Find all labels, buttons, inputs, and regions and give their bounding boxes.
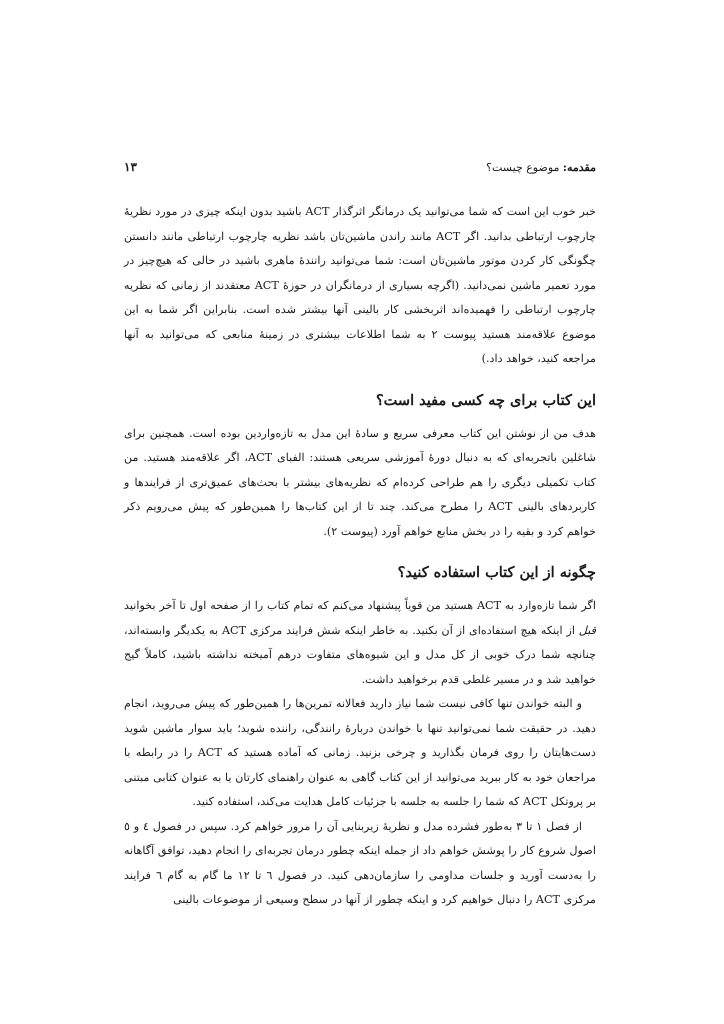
section-heading-usage: چگونه از این کتاب استفاده کنید؟ <box>397 564 596 581</box>
intro-paragraph: خبر خوب این است که شما می‌توانید یک درمانگر اثرگذار ACT باشید بدون اینکه چیزی در مورد نظریهٔ چارچوب ارتباطی بدانید. اگر ACT مانند راندن ماشین‌تان باشد نظریه چارچوب ارتباطی مانند دانستن چگونگی کار کردن موتور ماشین‌تان است: شما می‌توانید رانندهٔ ماهری باشید در حالی که هیچ‌چیز در مورد تعمیر ماشین نمی‌دانید. (اگرچه بسیاری از درمانگران در حوزهٔ ACT معتقدند از زمانی که نظریه چارچوب ارتباطی را فهمیده‌اند اثربخشی کار بالینی آنها بیشتر شده است. بنابراین اگر شما به این موضوع علاقه‌مند هستید پیوست ۲ به شما اطلاعات بیشتری در زمینهٔ منابعی که می‌توانید به آنها مراجعه کنید، خواهد داد.) <box>124 205 597 365</box>
audience-paragraph: هدف من از نوشتن این کتاب معرفی سریع و سادهٔ این مدل به تازه‌واردین بوده است. همچنین برای شاغلین باتجربه‌ای که به دنبال دورهٔ آموزشی سریعی هستند: الفبای ACT، اگر علاقه‌مند هستید. من کتاب تکمیلی دیگری را هم طراحی کرده‌ام که نظریه‌های بیشتر با بحث‌های عمیق‌تری از فرایندها و کاربردهای بالینی ACT را مطرح می‌کند. چند تا از این کتاب‌ها را همین‌طور که پیش می‌رویم ذکر خواهم کرد و بقیه را در بخش منابع خواهم آورد (پیوست ۲). <box>124 426 597 538</box>
chapter-title <box>486 161 596 174</box>
chapter-label: مقدمه: <box>562 161 596 174</box>
usage-paragraph-1-end: از اینکه هیچ استفاده‌ای از آن بکنید. به خاطر اینکه شش فرایند مرکزی ACT به یکدیگر وابسته‌اند، چنانچه شما درک خوبی از کل مدل و این شیوه‌های متفاوت درهم آمیخته نداشته باشید، کاملاً گیج خواهید شد و در مسیر غلطی قدم برخواهید داشت. <box>124 623 596 686</box>
usage-paragraph-1-start: اگر شما تازه‌وارد به ACT هستید من قویاً پیشنهاد می‌کنم که تمام کتاب را از صفحه اول تا آخر بخوانید <box>124 599 596 612</box>
usage-paragraph-2: و البته خواندن تنها کافی نیست شما نیاز دارید فعالانه تمرین‌ها را همین‌طور که پیش می‌روید، انجام دهید. در حقیقت شما نمی‌توانید تنها با خواندن دربارهٔ رانندگی، راننده شوید؛ باید سوار ماشین شوید دست‌هایتان را روی فرمان بگذارید و چرخی بزنید. زمانی که آماده هستید که ACT را در رابطه با مراجعان خود به کار ببرید می‌توانید از این کتاب گاهی به عنوان راهنمای کارتان یا به عنوان کتابی مبتنی بر پروتکل ACT که شما را جلسه به جلسه با جزئیات کامل هدایت می‌کند، استفاده کنید. <box>124 697 596 808</box>
section-heading-audience: این کتاب برای چه کسی مفید است؟ <box>375 391 596 409</box>
usage-paragraph-3: از فصل ۱ تا ۳ به‌طور فشرده مدل و نظریهٔ زیربنایی آن را مرور خواهم کرد. سپس در فصول ٤ و ٥ اصول شروع کار را پوشش خواهم داد از جمله اینکه چطور درمان تجربه‌ای را انجام دهید، توافق آگاهانه را به‌دست آورید و جلسات مداومی را سازمان‌دهی کنید. در فصول ٦ تا ١٢ ما گام به گام ٦ فرایند مرکزی ACT را دنبال خواهیم کرد و اینکه چطور از آنها در سطح وسیعی از موضوعات بالینی <box>124 819 596 906</box>
running-header <box>124 160 596 182</box>
chapter-subtitle: موضوع چیست؟ <box>486 161 560 174</box>
emphasis-before: قبل <box>578 623 596 637</box>
usage-paragraph-1 <box>124 594 596 692</box>
page-number: ۱۳ <box>124 160 137 174</box>
book-page <box>124 160 596 913</box>
